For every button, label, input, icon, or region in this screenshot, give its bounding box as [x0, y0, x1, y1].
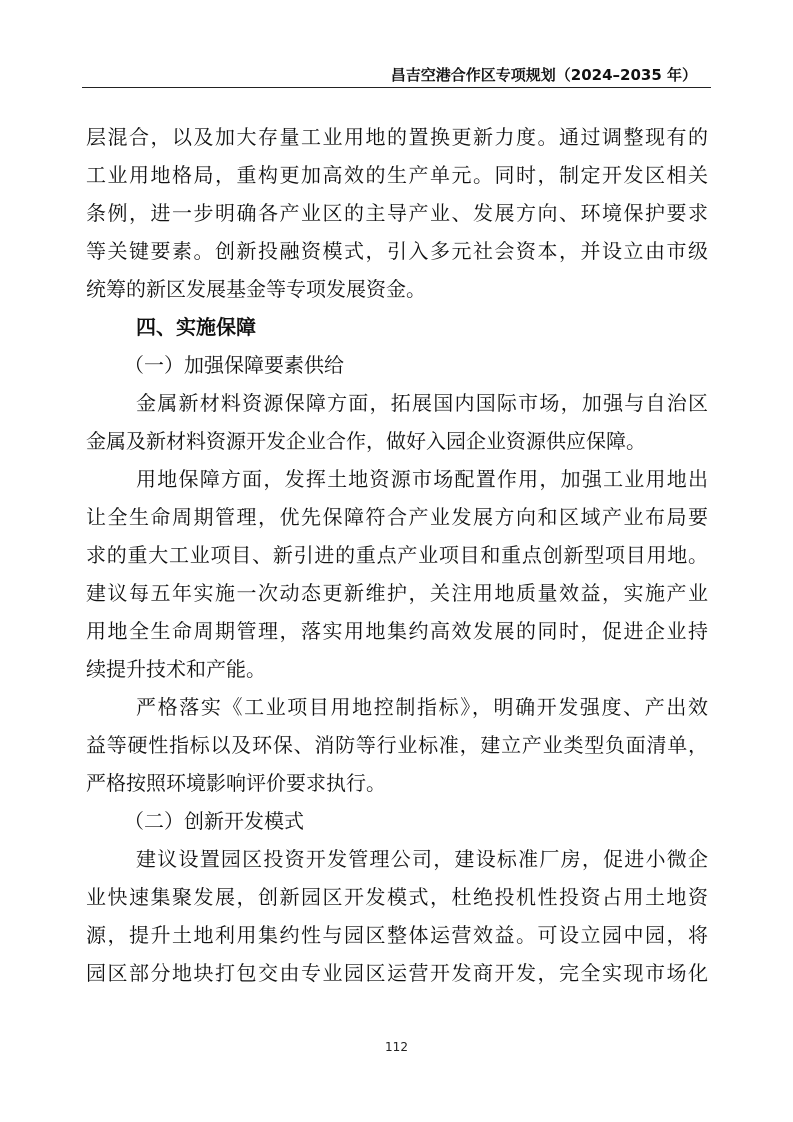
- text-line: 让全生命周期管理，优先保障符合产业发展方向和区域产业布局要: [86, 505, 708, 529]
- paragraph-1: [86, 118, 708, 308]
- page-number: 112: [385, 1040, 408, 1054]
- text-line: 金属及新材料资源开发企业合作，做好入园企业资源供应保障。: [86, 429, 646, 453]
- text-line: 求的重大工业项目、新引进的重点产业项目和重点创新型项目用地。: [86, 543, 708, 567]
- subsection-heading: （一）加强保障要素供给: [124, 353, 344, 377]
- text-line: 建议设置园区投资开发管理公司，建设标准厂房，促进小微企: [136, 847, 708, 871]
- subsection-heading: （二）创新开发模式: [124, 809, 304, 833]
- text-line: 层混合，以及加大存量工业用地的置换更新力度。通过调整现有的: [86, 125, 708, 149]
- paragraph-3: [86, 460, 708, 688]
- text-line: 源，提升土地利用集约性与园区整体运营效益。可设立园中园，将: [86, 923, 708, 947]
- paragraph-5: [86, 840, 708, 992]
- text-line: 业快速集聚发展，创新园区开发模式，杜绝投机性投资占用土地资: [86, 885, 708, 909]
- header-divider: [82, 87, 711, 88]
- text-line: 续提升技术和产能。: [86, 657, 266, 681]
- running-header-title: 昌吉空港合作区专项规划（2024–2035 年）: [390, 66, 697, 84]
- text-line: 建议每五年实施一次动态更新维护，关注用地质量效益，实施产业: [86, 581, 708, 605]
- text-line: 条例，进一步明确各产业区的主导产业、发展方向、环境保护要求: [86, 201, 708, 225]
- text-line: 等关键要素。创新投融资模式，引入多元社会资本，并设立由市级: [86, 239, 708, 263]
- section-heading: 四、实施保障: [136, 315, 256, 339]
- paragraph-4: [86, 688, 708, 802]
- text-line: 用地保障方面，发挥土地资源市场配置作用，加强工业用地出: [136, 467, 708, 491]
- text-line: 益等硬性指标以及环保、消防等行业标准，建立产业类型负面清单，: [86, 733, 708, 757]
- text-line: 严格按照环境影响评价要求执行。: [86, 771, 386, 795]
- paragraph-2: [86, 384, 708, 460]
- text-line: 用地全生命周期管理，落实用地集约高效发展的同时，促进企业持: [86, 619, 708, 643]
- text-line: 园区部分地块打包交由专业园区运营开发商开发，完全实现市场化: [86, 961, 708, 985]
- text-line: 金属新材料资源保障方面，拓展国内国际市场，加强与自治区: [136, 391, 708, 415]
- text-line: 工业用地格局，重构更加高效的生产单元。同时，制定开发区相关: [86, 163, 708, 187]
- text-line: 严格落实《工业项目用地控制指标》，明确开发强度、产出效: [136, 695, 708, 719]
- document-body: [86, 118, 708, 992]
- text-line: 统筹的新区发展基金等专项发展资金。: [86, 277, 426, 301]
